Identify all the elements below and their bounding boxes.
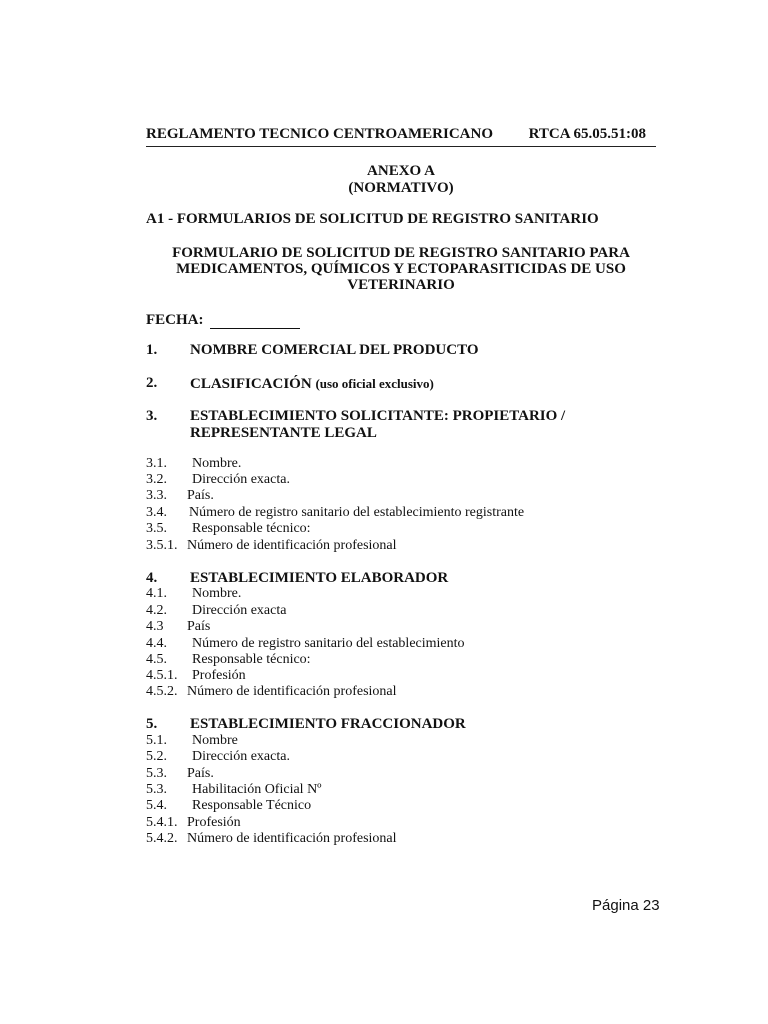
- section-heading-a1: A1 - FORMULARIOS DE SOLICITUD DE REGISTRO SANITARIO: [146, 211, 599, 227]
- form-title-line3: VETERINARIO: [347, 277, 455, 293]
- item-text: Número de identificación profesional: [187, 684, 397, 699]
- header-code: RTCA 65.05.51:08: [528, 126, 646, 142]
- section-4-title: ESTABLECIMIENTO ELABORADOR: [190, 570, 449, 586]
- item-text: Número de identificación profesional: [187, 538, 397, 553]
- item-number: 5.3.: [146, 782, 167, 797]
- item-text: Responsable técnico:: [192, 521, 311, 536]
- item-number: 4.5.1.: [146, 668, 178, 683]
- item-text: Nombre.: [192, 586, 242, 601]
- item-text: Dirección exacta.: [192, 749, 290, 764]
- item-number: 5.2.: [146, 749, 167, 764]
- item-text: Nombre: [192, 733, 238, 748]
- fecha-blank-line: [210, 314, 300, 329]
- item-text: País: [187, 619, 211, 634]
- item-text: Profesión: [192, 668, 246, 683]
- annex-subtitle: (NORMATIVO): [348, 180, 454, 196]
- header-title: REGLAMENTO TECNICO CENTROAMERICANO: [146, 126, 493, 142]
- page-header: [146, 126, 656, 147]
- item-number: 3.2.: [146, 472, 167, 487]
- item-text: Dirección exacta.: [192, 472, 290, 487]
- item-text: País.: [187, 488, 214, 503]
- item-number: 4.4.: [146, 636, 167, 651]
- item-text: Habilitación Oficial Nº: [192, 782, 322, 797]
- item-number: 4.3: [146, 619, 164, 634]
- item-number: 4.5.: [146, 652, 167, 667]
- item-number: 5.4.1.: [146, 815, 178, 830]
- form-title-line2: MEDICAMENTOS, QUÍMICOS Y ECTOPARASITICIDAS DE USO: [176, 261, 626, 277]
- item-text: Número de identificación profesional: [187, 831, 397, 846]
- fecha-field: [146, 312, 300, 329]
- item-number: 5.1.: [146, 733, 167, 748]
- item-number: 4.5.2.: [146, 684, 178, 699]
- item-text: Nombre.: [192, 456, 242, 471]
- item-number: 3.1.: [146, 456, 167, 471]
- section-1-number: 1.: [146, 342, 158, 358]
- section-2-note: (uso oficial exclusivo): [315, 376, 434, 391]
- section-3-title-line1: ESTABLECIMIENTO SOLICITANTE: PROPIETARIO /: [190, 408, 566, 424]
- fecha-label: FECHA:: [146, 312, 204, 328]
- item-number: 3.3.: [146, 488, 167, 503]
- annex-title: ANEXO A: [367, 163, 435, 179]
- item-number: 4.2.: [146, 603, 167, 618]
- item-number: 3.5.: [146, 521, 167, 536]
- item-text: Responsable Técnico: [192, 798, 312, 813]
- item-text: País.: [187, 766, 214, 781]
- item-number: 4.1.: [146, 586, 167, 601]
- page-number: Página 23: [592, 897, 660, 914]
- form-title-line1: FORMULARIO DE SOLICITUD DE REGISTRO SANITARIO PARA: [172, 245, 630, 261]
- item-text: Profesión: [187, 815, 241, 830]
- item-number: 5.4.2.: [146, 831, 178, 846]
- item-text: Responsable técnico:: [192, 652, 311, 667]
- section-5-title: ESTABLECIMIENTO FRACCIONADOR: [190, 716, 466, 732]
- item-text: Número de registro sanitario del establecimiento registrante: [189, 505, 525, 520]
- section-4-number: 4.: [146, 570, 158, 586]
- item-number: 5.3.: [146, 766, 167, 781]
- section-2-title-text: CLASIFICACIÓN: [190, 376, 312, 392]
- section-2-number: 2.: [146, 375, 158, 391]
- section-1-title: NOMBRE COMERCIAL DEL PRODUCTO: [190, 342, 479, 358]
- section-3-title-line2: REPRESENTANTE LEGAL: [190, 425, 377, 441]
- item-text: Número de registro sanitario del establecimiento: [192, 636, 465, 651]
- section-5-number: 5.: [146, 716, 158, 732]
- item-number: 3.5.1.: [146, 538, 178, 553]
- section-3-number: 3.: [146, 408, 158, 424]
- item-text: Dirección exacta: [192, 603, 287, 618]
- item-number: 5.4.: [146, 798, 167, 813]
- section-2-title: [190, 375, 434, 393]
- item-number: 3.4.: [146, 505, 167, 520]
